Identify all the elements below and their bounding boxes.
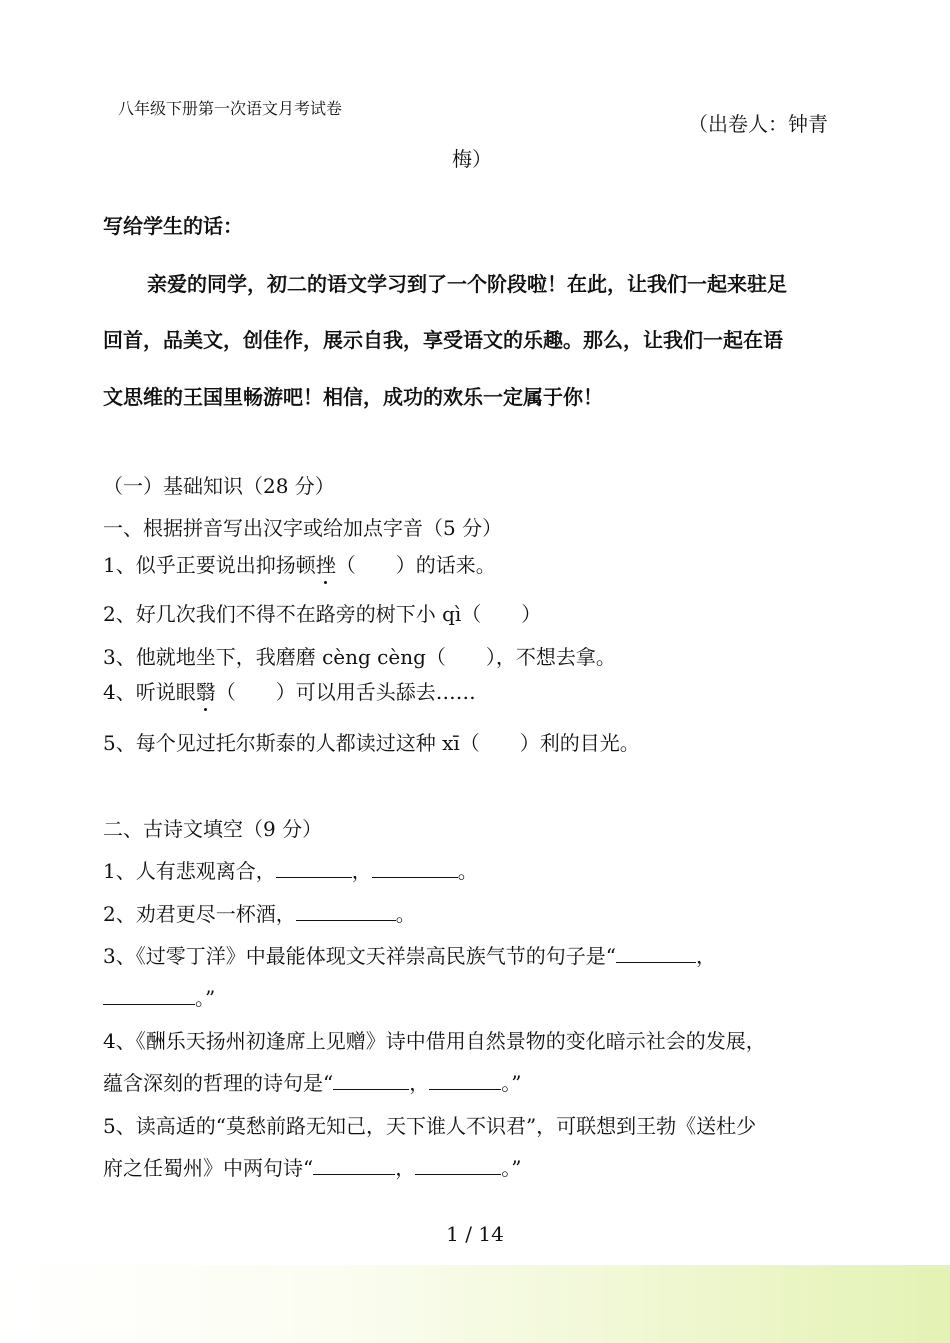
- decorative-footer-band: [0, 1265, 950, 1343]
- answer-blank[interactable]: [415, 1156, 501, 1175]
- answer-blank[interactable]: [372, 859, 458, 878]
- dotted-char: 挫: [315, 553, 336, 577]
- intro-line-2: 回首，品美文，创佳作，展示自我，享受语文的乐趣。那么，让我们一起在语: [103, 328, 783, 352]
- page-number: 1 / 14: [446, 1222, 504, 1246]
- answer-blank[interactable]: [429, 1071, 501, 1090]
- answer-blank[interactable]: [333, 1071, 409, 1090]
- q2-item-4: 4、《酬乐天扬州初逢席上见赠》诗中借用自然景物的变化暗示社会的发展，: [103, 1029, 766, 1053]
- intro-line-1: 亲爱的同学，初二的语文学习到了一个阶段啦！在此，让我们一起来驻足: [147, 272, 787, 296]
- answer-blank[interactable]: [313, 1156, 395, 1175]
- answer-blank[interactable]: [276, 859, 352, 878]
- intro-heading: 写给学生的话：: [103, 214, 243, 238]
- q2-item-1: 1、人有悲观离合， ， 。: [103, 859, 478, 883]
- dotted-char: 翳: [195, 680, 216, 704]
- answer-blank[interactable]: [296, 902, 396, 921]
- exam-title: 八年级下册第一次语文月考试卷: [118, 99, 343, 118]
- q2-title: 二、古诗文填空（9 分）: [103, 817, 323, 841]
- section-title: （一）基础知识（28 分）: [103, 474, 335, 498]
- answer-blank[interactable]: [616, 944, 696, 963]
- q1-item-5: 5、每个见过托尔斯泰的人都读过这种 xī（ ）利的目光。: [103, 731, 640, 755]
- answer-blank[interactable]: [103, 986, 195, 1005]
- author-line-2: 梅）: [452, 147, 492, 171]
- q2-item-5: 5、读高适的“莫愁前路无知己，天下谁人不识君”，可联想到王勃《送杜少: [103, 1114, 757, 1138]
- author-line-1: （出卷人：钟青: [688, 112, 828, 136]
- intro-line-3: 文思维的王国里畅游吧！相信，成功的欢乐一定属于你！: [103, 385, 603, 409]
- q2-item-4-cont: 蕴含深刻的哲理的诗句是“ ， 。”: [103, 1071, 522, 1095]
- q1-title: 一、根据拼音写出汉字或给加点字音（5 分）: [103, 516, 503, 540]
- q2-item-2: 2、劝君更尽一杯酒， 。: [103, 902, 416, 926]
- q1-item-3: 3、他就地坐下，我磨磨 cèng cèng（ ），不想去拿。: [103, 645, 616, 669]
- q1-item-4: 4、听说眼翳（ ）可以用舌头舔去……: [103, 680, 476, 704]
- q1-item-2: 2、好几次我们不得不在路旁的树下小 qì（ ）: [103, 602, 542, 626]
- q2-item-3-cont: 。”: [103, 982, 215, 1011]
- q2-item-3: 3、《过零丁洋》中最能体现文天祥崇高民族气节的句子是“ ，: [103, 944, 716, 968]
- q2-item-5-cont: 府之任蜀州》中两句诗“ ， 。”: [103, 1156, 522, 1180]
- q1-item-1: 1、似乎正要说出抑扬顿挫（ ）的话来。: [103, 553, 496, 577]
